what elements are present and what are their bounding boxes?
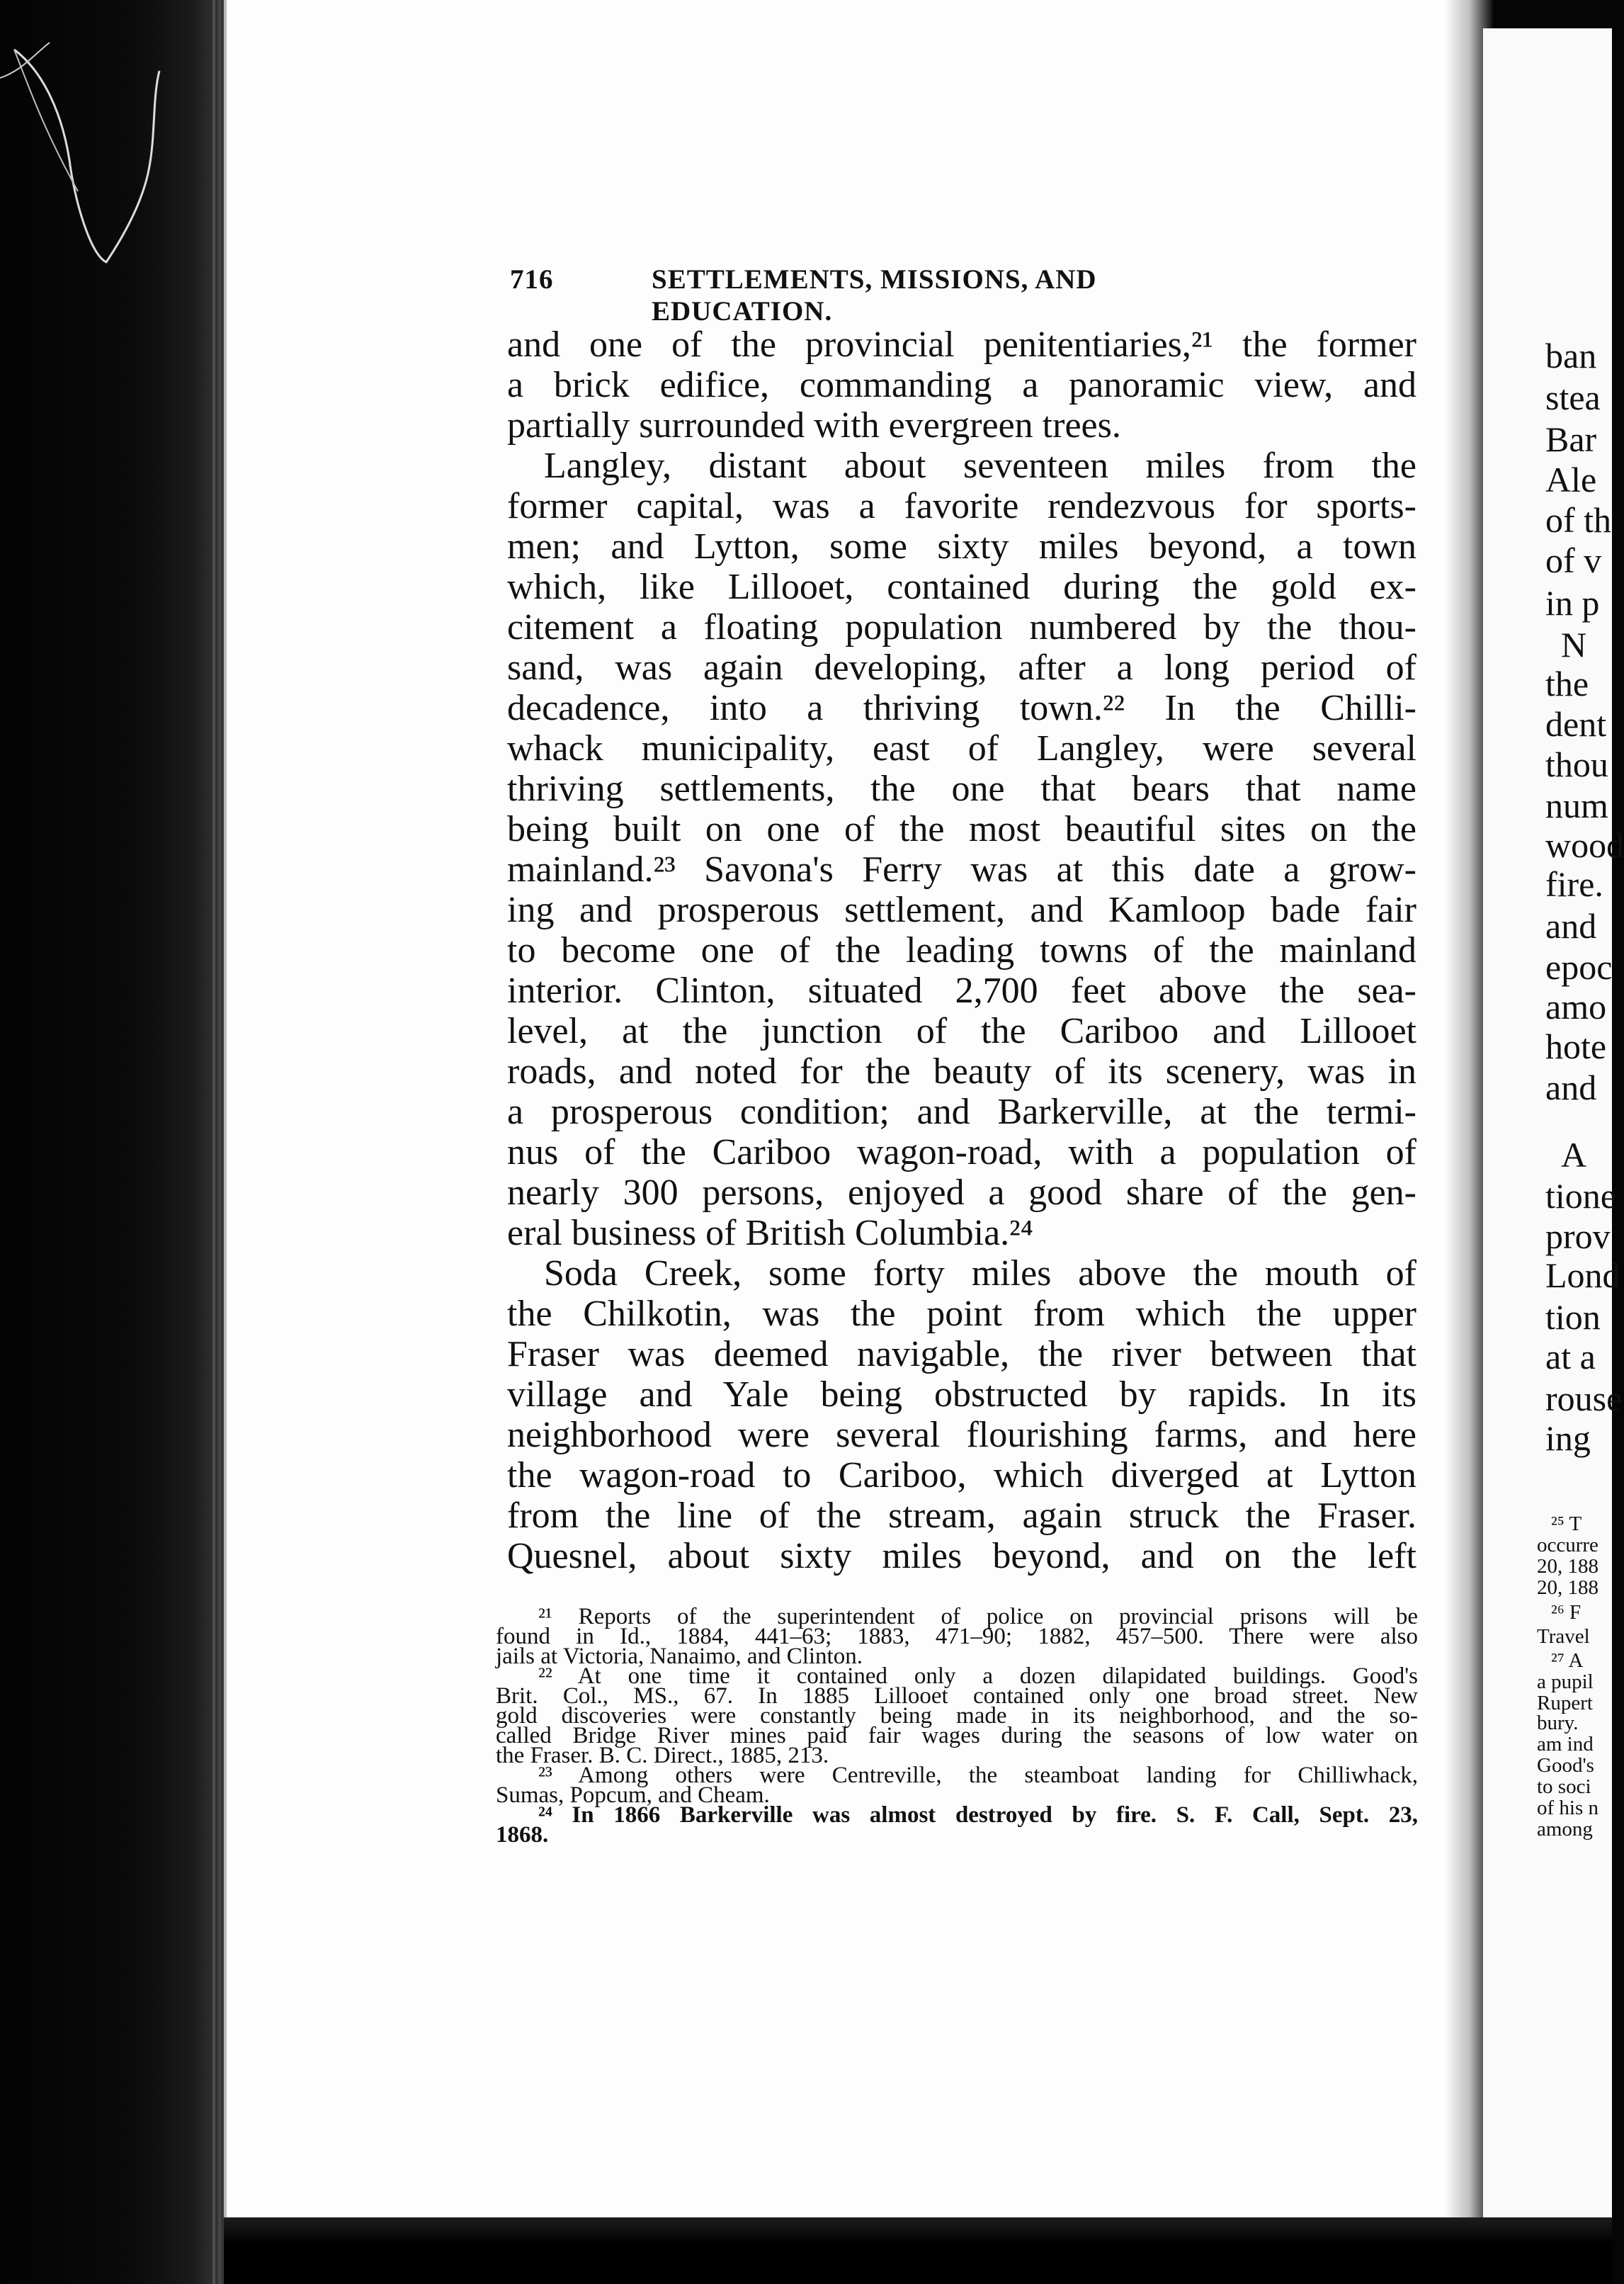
adjacent-text-fragment: amo <box>1545 987 1607 1027</box>
footnotes <box>496 1604 1418 1848</box>
text-line: men; and Lytton, some sixty miles beyond, a town <box>507 526 1416 567</box>
adjacent-footnote-fragment: ²⁷ A <box>1551 1649 1584 1672</box>
text-line: former capital, was a favorite rendezvous for sports- <box>507 486 1416 526</box>
adjacent-text-fragment: at a <box>1545 1337 1596 1376</box>
adjacent-footnote-fragment: a pupil <box>1537 1670 1594 1693</box>
text-line: which, like Lillooet, contained during the gold ex- <box>507 567 1416 607</box>
footnote-line: ²⁴ In 1866 Barkerville was almost destroyed by fire. S. F. Call, Sept. 23, <box>538 1802 1418 1828</box>
adjacent-text-fragment: wood <box>1545 825 1624 865</box>
text-line: and one of the provincial penitentiaries,²¹ the former <box>507 324 1416 365</box>
adjacent-text-fragment: N <box>1561 625 1587 665</box>
text-line: nearly 300 persons, enjoyed a good share of the gen- <box>507 1172 1416 1213</box>
scan-bottom-margin <box>224 2217 1612 2284</box>
adjacent-footnote-fragment: ²⁵ T <box>1551 1513 1582 1535</box>
adjacent-text-fragment: num <box>1545 786 1608 825</box>
adjacent-footnote-fragment: of his n <box>1537 1797 1599 1819</box>
adjacent-text-fragment: dent <box>1545 704 1607 744</box>
page-number: 716 <box>510 264 554 295</box>
footnote-line: Sumas, Popcum, and Cheam. <box>496 1782 770 1808</box>
footnote-line: jails at Victoria, Nanaimo, and Clinton. <box>496 1644 863 1669</box>
scan-left-margin <box>0 0 225 2284</box>
adjacent-footnote-fragment: am ind <box>1537 1733 1594 1756</box>
adjacent-footnote-fragment: among <box>1537 1818 1593 1841</box>
text-line: sand, was again developing, after a long period of <box>507 648 1416 688</box>
adjacent-text-fragment: A <box>1561 1135 1587 1175</box>
footnote-line: found in Id., 1884, 441–63; 1883, 471–90; 1882, 457–500. There were also <box>496 1624 1418 1649</box>
chapter-title: SETTLEMENTS, MISSIONS, AND EDUCATION. <box>652 264 1097 327</box>
text-line: ing and prosperous settlement, and Kamloop bade fair <box>507 890 1416 930</box>
text-line: whack municipality, east of Langley, were several <box>507 728 1416 769</box>
adjacent-footnote-fragment: to soci <box>1537 1775 1591 1798</box>
text-line: a prosperous condition; and Barkerville, at the termi- <box>507 1092 1416 1132</box>
adjacent-text-fragment: tione <box>1545 1176 1616 1216</box>
adjacent-text-fragment: ing <box>1545 1418 1591 1458</box>
text-line: citement a floating population numbered by the thou- <box>507 607 1416 648</box>
text-line: level, at the junction of the Cariboo and Lillooet <box>507 1011 1416 1051</box>
text-line: decadence, into a thriving town.²² In the Chilli- <box>507 688 1416 728</box>
adjacent-footnote-fragment: Good's <box>1537 1754 1594 1777</box>
text-line: mainland.²³ Savona's Ferry was at this date a grow- <box>507 849 1416 890</box>
adjacent-text-fragment: epoc <box>1545 947 1613 987</box>
adjacent-text-fragment: hote <box>1545 1027 1607 1066</box>
adjacent-text-fragment: tion <box>1545 1297 1601 1337</box>
adjacent-footnote-fragment: 20, 188 <box>1537 1555 1599 1578</box>
adjacent-text-fragment: of v <box>1545 541 1602 580</box>
adjacent-text-fragment: and <box>1545 906 1597 946</box>
adjacent-text-fragment: in p <box>1545 583 1600 623</box>
adjacent-text-fragment: ban <box>1545 336 1597 375</box>
adjacent-footnote-fragment: bury. <box>1537 1712 1579 1734</box>
text-line: interior. Clinton, situated 2,700 feet above the sea- <box>507 971 1416 1011</box>
adjacent-text-fragment: fire. <box>1545 864 1603 904</box>
adjacent-text-fragment: Bar <box>1545 419 1597 459</box>
text-line: to become one of the leading towns of the mainland <box>507 930 1416 971</box>
footnote-line: gold discoveries were constantly being made in its neighborhood, and the so- <box>496 1703 1418 1729</box>
text-line: Langley, distant about seventeen miles from the <box>544 446 1416 486</box>
text-line: the Chilkotin, was the point from which the upper <box>507 1294 1416 1334</box>
adjacent-text-fragment: of th <box>1545 500 1612 540</box>
footnote-line: Brit. Col., MS., 67. In 1885 Lillooet contained only one broad street. New <box>496 1683 1418 1709</box>
text-line: neighborhood were several flourishing farms, and here <box>507 1415 1416 1455</box>
adjacent-text-fragment: the <box>1545 664 1589 703</box>
adjacent-page-fragment <box>1483 28 1624 2239</box>
text-line: Quesnel, about sixty miles beyond, and on the left <box>507 1536 1416 1576</box>
text-line: thriving settlements, the one that bears that name <box>507 769 1416 809</box>
text-line: being built on one of the most beautiful sites on the <box>507 809 1416 849</box>
text-line: partially surrounded with evergreen trees. <box>507 405 1121 446</box>
footnote-line: called Bridge River mines paid fair wages during the seasons of low water on <box>496 1723 1418 1748</box>
footnote-line: ²³ Among others were Centreville, the steamboat landing for Chilliwhack, <box>538 1763 1418 1788</box>
adjacent-text-fragment: and <box>1545 1068 1597 1107</box>
footnote-line: ²² At one time it contained only a dozen dilapidated buildings. Good's <box>538 1663 1418 1689</box>
text-line: Soda Creek, some forty miles above the mouth of <box>544 1253 1416 1294</box>
footnote-line: ²¹ Reports of the superintendent of police on provincial prisons will be <box>538 1604 1418 1629</box>
text-line: a brick edifice, commanding a panoramic view, and <box>507 365 1416 405</box>
adjacent-text-fragment: prov <box>1545 1216 1611 1256</box>
adjacent-footnote-fragment: Travel <box>1537 1625 1590 1648</box>
adjacent-text-fragment: Ale <box>1545 460 1597 499</box>
text-line: Fraser was deemed navigable, the river between that <box>507 1334 1416 1374</box>
text-line: roads, and noted for the beauty of its scenery, was in <box>507 1051 1416 1092</box>
adjacent-footnote-fragment: Rupert <box>1537 1692 1593 1714</box>
adjacent-footnote-fragment: 20, 188 <box>1537 1576 1599 1599</box>
adjacent-text-fragment: rouse <box>1545 1379 1623 1418</box>
adjacent-footnote-fragment: ²⁶ F <box>1551 1601 1582 1624</box>
body-text <box>507 324 1416 1576</box>
footnote-line: the Fraser. B. C. Direct., 1885, 213. <box>496 1743 829 1768</box>
loose-thread-mark <box>0 28 184 262</box>
adjacent-text-fragment: thou <box>1545 745 1608 784</box>
running-head <box>510 264 1283 327</box>
text-line: nus of the Cariboo wagon-road, with a population of <box>507 1132 1416 1172</box>
adjacent-text-fragment: Lond <box>1545 1255 1620 1295</box>
adjacent-footnote-fragment: occurre <box>1537 1534 1599 1556</box>
footnote-line: 1868. <box>496 1822 549 1848</box>
text-line: eral business of British Columbia.²⁴ <box>507 1213 1033 1253</box>
adjacent-text-fragment: stea <box>1545 378 1601 417</box>
text-line: from the line of the stream, again struck the Fraser. <box>507 1496 1416 1536</box>
text-line: village and Yale being obstructed by rapids. In its <box>507 1374 1416 1415</box>
text-line: the wagon-road to Cariboo, which diverged at Lytton <box>507 1455 1416 1496</box>
